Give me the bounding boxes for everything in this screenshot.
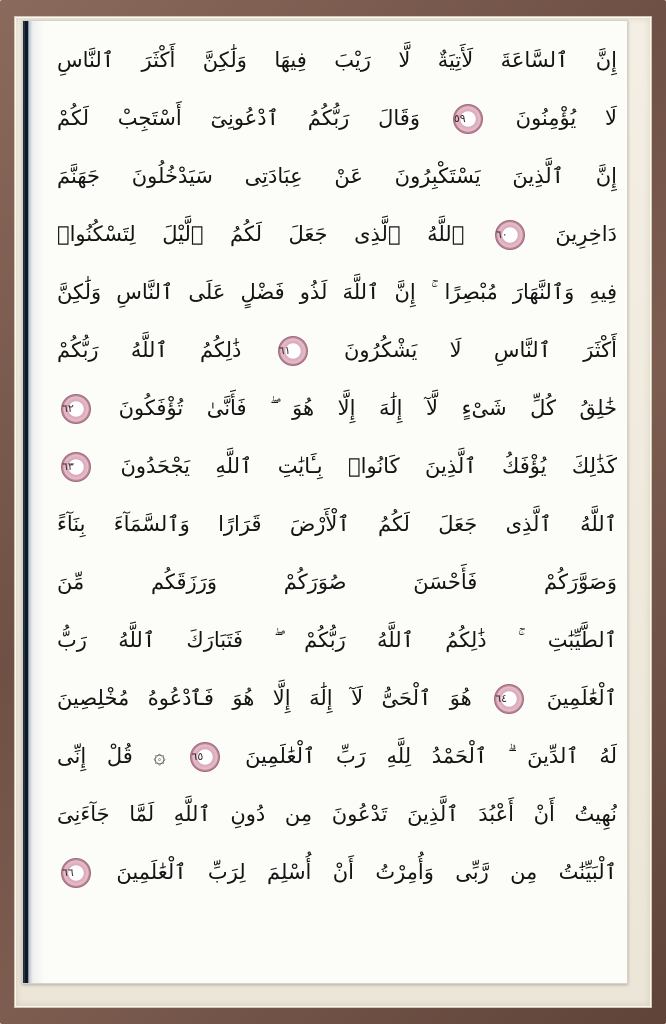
text-line xyxy=(57,669,617,727)
verse-text: لَا يُؤْمِنُونَ xyxy=(515,106,617,130)
text-line xyxy=(57,495,617,553)
ayah-number-marker: ٦١ xyxy=(278,336,308,366)
verse-text: هُوَ ٱلْحَىُّ لَآ إِلَٰهَ إِلَّا هُوَ فَٱدْعُوهُ مُخْلِصِينَ xyxy=(57,686,472,710)
spine-edge xyxy=(25,21,28,983)
quran-page[interactable] xyxy=(22,20,628,984)
ayah-number-marker: ٦٥ xyxy=(190,742,220,772)
verse-text: ٱلطَّيِّبَٰتِ ۚ ذَٰلِكُمُ ٱللَّهُ رَبُّكُمْ ۖ فَتَبَارَكَ ٱللَّهُ رَبُّ xyxy=(57,628,617,652)
verse-text: ذَٰلِكُمُ ٱللَّهُ رَبُّكُمْ xyxy=(57,338,242,362)
page-text xyxy=(57,31,617,975)
text-line xyxy=(57,321,617,379)
verse-text: إِنَّ ٱلَّذِينَ يَسْتَكْبِرُونَ عَنْ عِبَادَتِى سَيَدْخُلُونَ جَهَنَّمَ xyxy=(57,164,617,188)
verse-text: وَقَالَ رَبُّكُمُ ٱدْعُونِىٓ أَسْتَجِبْ لَكُمْ xyxy=(57,106,420,130)
verse-text: ٱللَّهُ ٱلَّذِى جَعَلَ لَكُمُ ٱلَّيْلَ لِتَسْكُنُوا۟ xyxy=(57,222,465,246)
verse-text: ٱلْبَيِّنَٰتُ مِن رَّبِّى وَأُمِرْتُ أَنْ أُسْلِمَ لِرَبِّ ٱلْعَٰلَمِينَ xyxy=(116,860,617,884)
text-line xyxy=(57,611,617,669)
ayah-number-marker: ٦٦ xyxy=(61,858,91,888)
ayah-number-marker: ٦٤ xyxy=(494,684,524,714)
ayah-number-marker: ٥٩ xyxy=(453,104,483,134)
text-line xyxy=(57,89,617,147)
verse-text: دَاخِرِينَ xyxy=(555,222,617,246)
verse-text: كَذَٰلِكَ يُؤْفَكُ ٱلَّذِينَ كَانُوا۟ بِـَٔايَٰتِ ٱللَّهِ يَجْحَدُونَ xyxy=(120,454,617,478)
page-spine xyxy=(23,21,45,983)
verse-text: نُهِيتُ أَنْ أَعْبُدَ ٱلَّذِينَ تَدْعُونَ مِن دُونِ ٱللَّهِ لَمَّا جَآءَنِىَ xyxy=(57,802,617,826)
text-line xyxy=(57,553,617,611)
text-line xyxy=(57,31,617,89)
text-line xyxy=(57,437,617,495)
text-line xyxy=(57,843,617,901)
ayah-number-marker: ٦٢ xyxy=(61,394,91,424)
verse-text: إِنَّ ٱلسَّاعَةَ لَأَتِيَةٌ لَّا رَيْبَ فِيهَا وَلَٰكِنَّ أَكْثَرَ ٱلنَّاسِ xyxy=(57,48,617,72)
verse-text: فِيهِ وَٱلنَّهَارَ مُبْصِرًا ۚ إِنَّ ٱللَّهَ لَذُو فَضْلٍ عَلَى ٱلنَّاسِ وَلَٰكِنَّ xyxy=(57,280,617,304)
text-line xyxy=(57,205,617,263)
verse-text: وَصَوَّرَكُمْ فَأَحْسَنَ صُوَرَكُمْ وَرَزَقَكُم مِّنَ xyxy=(57,570,617,594)
text-line xyxy=(57,785,617,843)
verse-text: أَكْثَرَ ٱلنَّاسِ لَا يَشْكُرُونَ xyxy=(343,338,617,362)
text-line xyxy=(57,147,617,205)
ayah-number-marker: ٦٠ xyxy=(495,220,525,250)
verse-text: ۞ قُلْ إِنِّى xyxy=(57,744,166,768)
verse-text: ٱلْعَٰلَمِينَ xyxy=(546,686,617,710)
verse-text: لَهُ ٱلدِّينَ ۗ ٱلْحَمْدُ لِلَّهِ رَبِّ ٱلْعَٰلَمِينَ xyxy=(245,744,617,768)
ayah-number-marker: ٦٣ xyxy=(61,452,91,482)
text-line xyxy=(57,379,617,437)
text-line xyxy=(57,263,617,321)
verse-text: ٱللَّهُ ٱلَّذِى جَعَلَ لَكُمُ ٱلْأَرْضَ قَرَارًا وَٱلسَّمَآءَ بِنَآءً xyxy=(57,512,617,536)
verse-text: خَٰلِقُ كُلِّ شَىْءٍ لَّآ إِلَٰهَ إِلَّا هُوَ ۖ فَأَنَّىٰ تُؤْفَكُونَ xyxy=(118,396,617,420)
text-line xyxy=(57,727,617,785)
